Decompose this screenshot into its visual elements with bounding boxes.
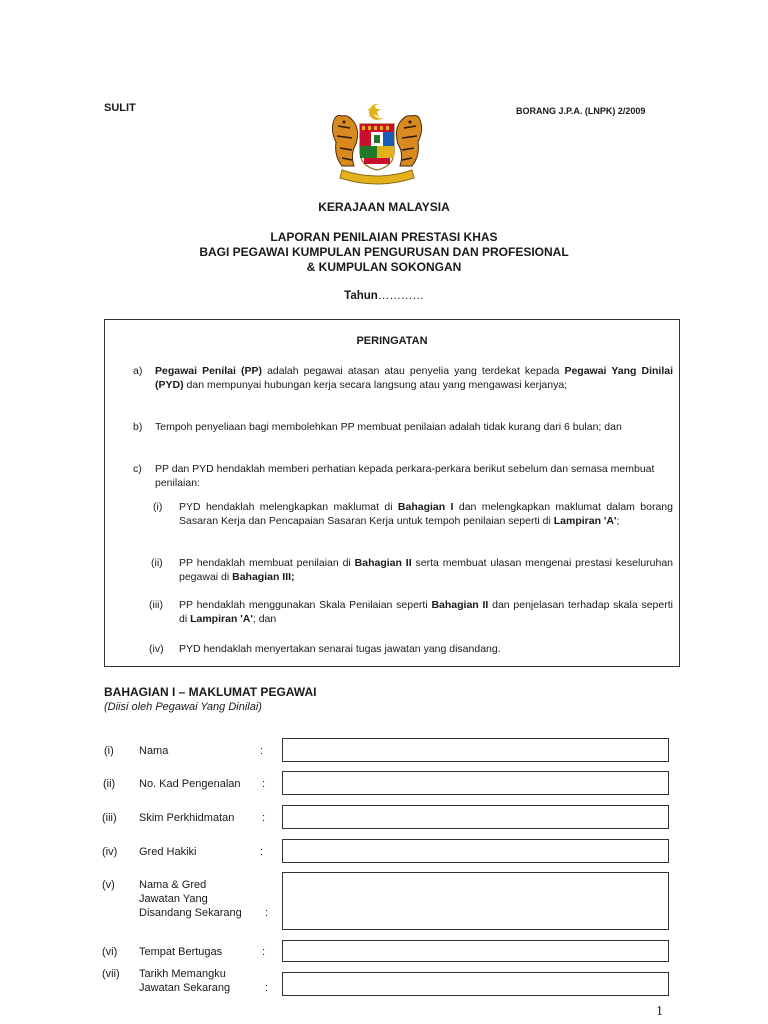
malaysia-coat-of-arms-icon — [324, 100, 430, 186]
warning-item-iii: PP hendaklah menggunakan Skala Penilaian seperti Bahagian II dan penjelasan terhadap skala seperti di Lampiran 'A'; dan — [179, 599, 673, 625]
current-post-input[interactable] — [282, 872, 669, 930]
government-title: KERAJAAN MALAYSIA — [318, 200, 450, 214]
field-label-line: Disandang Sekarang — [139, 907, 242, 919]
warning-box — [104, 319, 680, 667]
field-number: (iii) — [102, 812, 117, 824]
field-number: (v) — [102, 879, 115, 891]
field-colon: : — [265, 907, 269, 919]
workplace-input[interactable] — [282, 940, 669, 962]
field-colon: : — [260, 745, 264, 757]
warning-marker: (iv) — [149, 643, 164, 655]
report-title-line: BAGI PEGAWAI KUMPULAN PENGURUSAN DAN PROFESIONAL — [199, 245, 569, 259]
warning-heading: PERINGATAN — [356, 335, 428, 347]
report-title-line: & KUMPULAN SOKONGAN — [306, 260, 462, 274]
field-number: (vi) — [102, 946, 118, 958]
page-number: 1 — [656, 1004, 663, 1019]
warning-marker: a) — [133, 365, 143, 377]
service-scheme-input[interactable] — [282, 805, 669, 829]
field-colon: : — [262, 946, 266, 958]
grade-input[interactable] — [282, 839, 669, 863]
field-label — [139, 967, 230, 995]
field-label: Nama — [139, 745, 169, 757]
field-label — [139, 878, 242, 920]
ic-number-input[interactable] — [282, 771, 669, 795]
warning-item-ii: PP hendaklah membuat penilaian di Bahagian II serta membuat ulasan mengenai prestasi keseluruhan pegawai di Bahagian III; — [179, 557, 674, 583]
year-value[interactable]: ………… — [377, 290, 424, 302]
field-label: No. Kad Pengenalan — [139, 778, 241, 790]
warning-item-c: PP dan PYD hendaklah memberi perhatian kepada perkara-perkara berikut sebelum dan semasa membuat penilaian: — [155, 463, 655, 489]
classification-label: SULIT — [104, 102, 136, 114]
warning-marker: (iii) — [149, 599, 163, 611]
year-line — [0, 290, 768, 302]
warning-item-b: Tempoh penyeliaan bagi membolehkan PP membuat penilaian adalah tidak kurang dari 6 bulan; dan — [155, 421, 622, 433]
section-subtitle: (Diisi oleh Pegawai Yang Dinilai) — [104, 701, 262, 713]
acting-date-input[interactable] — [282, 972, 669, 996]
field-label: Skim Perkhidmatan — [139, 812, 235, 824]
warning-marker: b) — [133, 421, 143, 433]
field-label-line: Jawatan Yang — [139, 893, 208, 905]
field-colon: : — [262, 812, 266, 824]
field-label-line: Tarikh Memangku — [139, 968, 226, 980]
report-title — [0, 230, 768, 275]
field-colon: : — [260, 846, 264, 858]
field-number: (iv) — [102, 846, 118, 858]
warning-item-iv: PYD hendaklah menyertakan senarai tugas jawatan yang disandang. — [179, 643, 501, 655]
report-title-line: LAPORAN PENILAIAN PRESTASI KHAS — [270, 230, 498, 244]
warning-marker: c) — [133, 463, 142, 475]
field-number: (vii) — [102, 968, 120, 980]
field-number: (ii) — [103, 778, 116, 790]
warning-marker: (ii) — [151, 557, 163, 569]
name-input[interactable] — [282, 738, 669, 762]
field-colon: : — [262, 778, 266, 790]
year-label: Tahun — [344, 290, 378, 302]
form-code: BORANG J.P.A. (LNPK) 2/2009 — [516, 106, 646, 116]
field-label: Tempat Bertugas — [139, 946, 223, 958]
section-title: BAHAGIAN I – MAKLUMAT PEGAWAI — [104, 685, 317, 699]
warning-item-i: PYD hendaklah melengkapkan maklumat di Bahagian I dan melengkapkan maklumat dalam borang Sasaran Kerja dan Pencapaian Sasaran Kerja untuk tempoh penilaian seperti di Lampiran 'A'; — [179, 501, 673, 527]
field-label-line: Nama & Gred — [139, 879, 207, 891]
field-colon: : — [265, 982, 269, 994]
field-label-line: Jawatan Sekarang — [139, 982, 231, 994]
field-label: Gred Hakiki — [139, 846, 197, 858]
warning-item-a: Pegawai Penilai (PP) adalah pegawai atasan atau penyelia yang terdekat kepada Pegawai Yang Dinilai (PYD) dan mempunyai hubungan kerja secara langsung atau yang mengawasi kerjanya; — [155, 365, 674, 391]
field-number: (i) — [104, 745, 114, 757]
warning-marker: (i) — [153, 501, 163, 513]
